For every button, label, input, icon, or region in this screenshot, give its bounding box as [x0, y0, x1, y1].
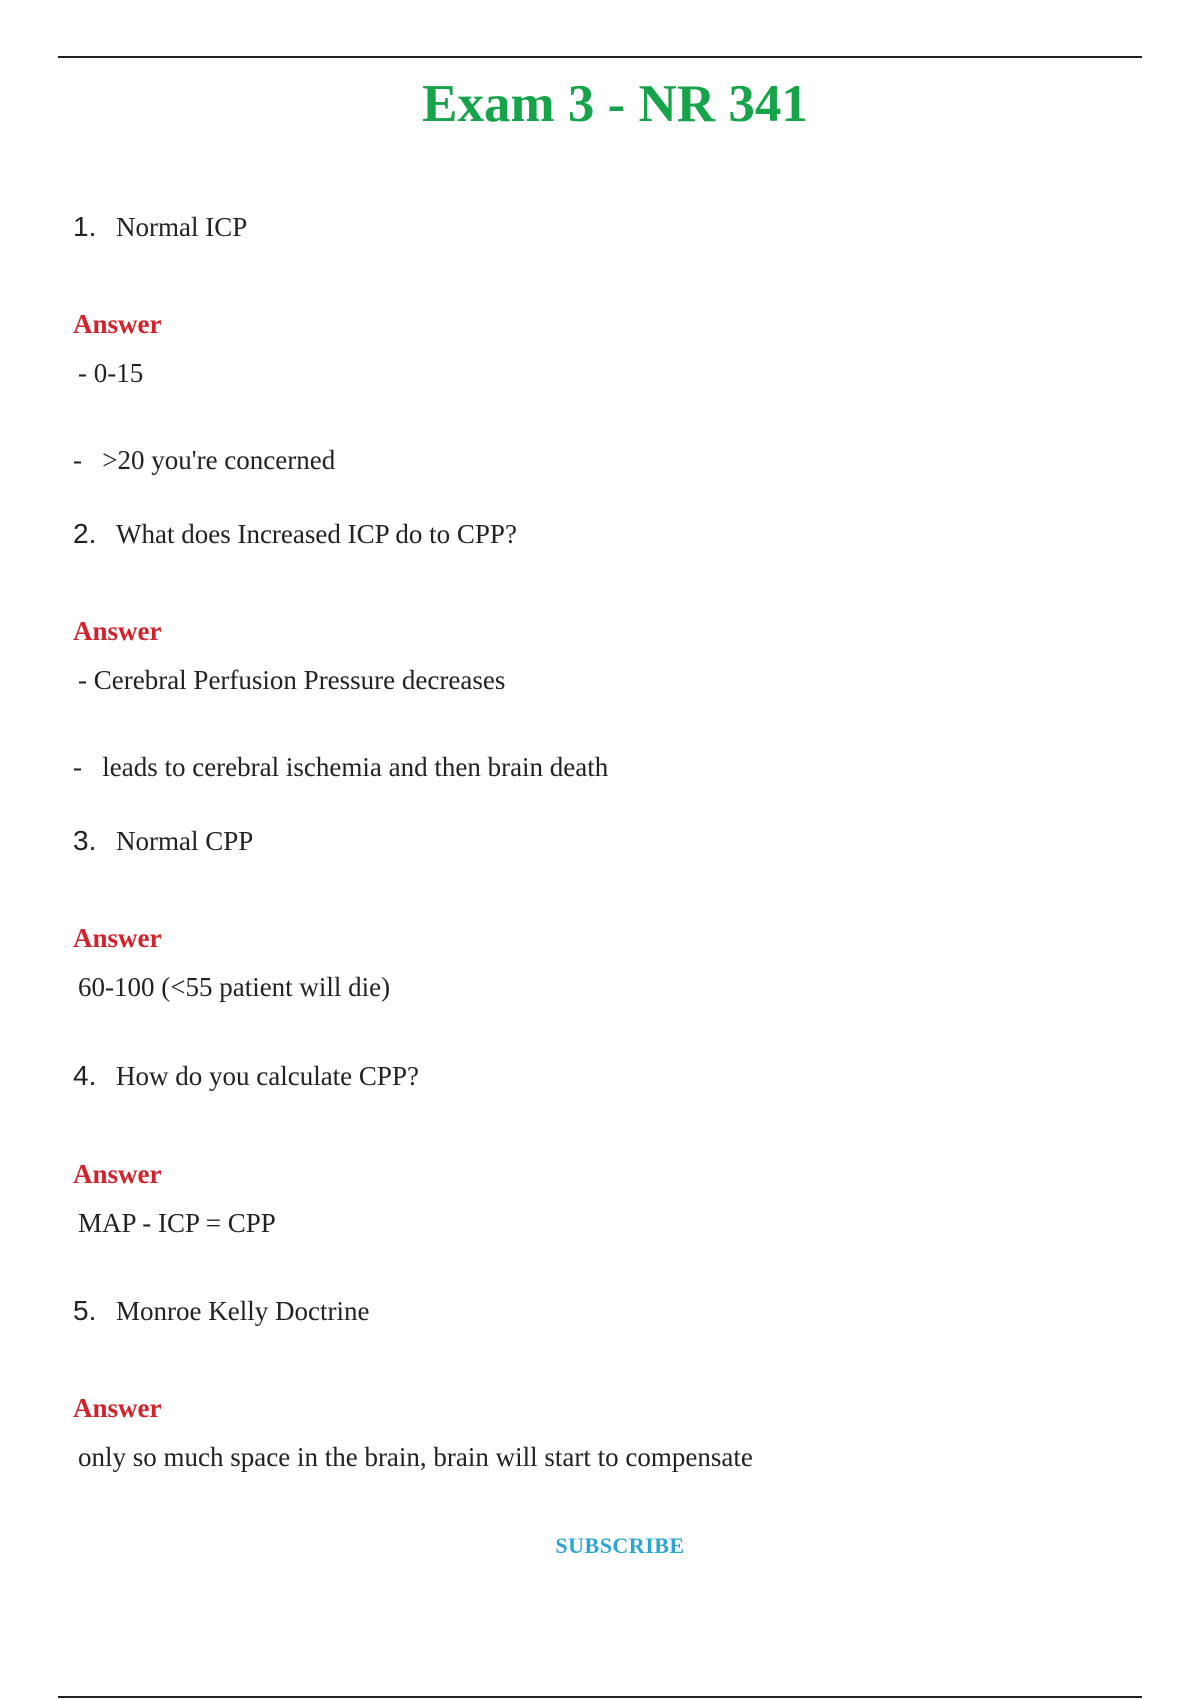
question-text: How do you calculate CPP? [116, 1061, 419, 1091]
question-item [73, 1059, 419, 1093]
question-text: Normal ICP [116, 212, 248, 242]
answer-label: Answer [73, 616, 162, 646]
question-number: 2. [73, 518, 97, 549]
subscribe-link[interactable]: SUBSCRIBE [555, 1533, 685, 1558]
answer-label: Answer [73, 923, 162, 953]
question-number: 3. [73, 825, 97, 856]
answer-label: Answer [73, 1393, 162, 1423]
answer-line: - >20 you're concerned [73, 445, 336, 475]
question-number: 1. [73, 211, 97, 242]
question-text: Monroe Kelly Doctrine [116, 1296, 370, 1326]
answer-label: Answer [73, 309, 162, 339]
top-rule [58, 56, 1142, 58]
answer-line: MAP - ICP = CPP [78, 1208, 276, 1238]
answer-label: Answer [73, 1159, 162, 1189]
answer-line: 60-100 (<55 patient will die) [78, 972, 391, 1002]
question-item [73, 210, 247, 244]
question-number: 5. [73, 1295, 97, 1326]
question-item [73, 517, 517, 551]
answer-line: - 0-15 [78, 358, 144, 388]
answer-line: - Cerebral Perfusion Pressure decreases [78, 665, 506, 695]
answer-line: only so much space in the brain, brain will start to compensate [78, 1442, 753, 1472]
question-text: Normal CPP [116, 826, 254, 856]
question-number: 4. [73, 1060, 97, 1091]
question-text: What does Increased ICP do to CPP? [116, 519, 517, 549]
bottom-rule [58, 1696, 1142, 1698]
question-item [73, 824, 253, 858]
question-item [73, 1294, 369, 1328]
document-title: Exam 3 - NR 341 [422, 75, 808, 133]
answer-line: - leads to cerebral ischemia and then brain death [73, 752, 609, 782]
